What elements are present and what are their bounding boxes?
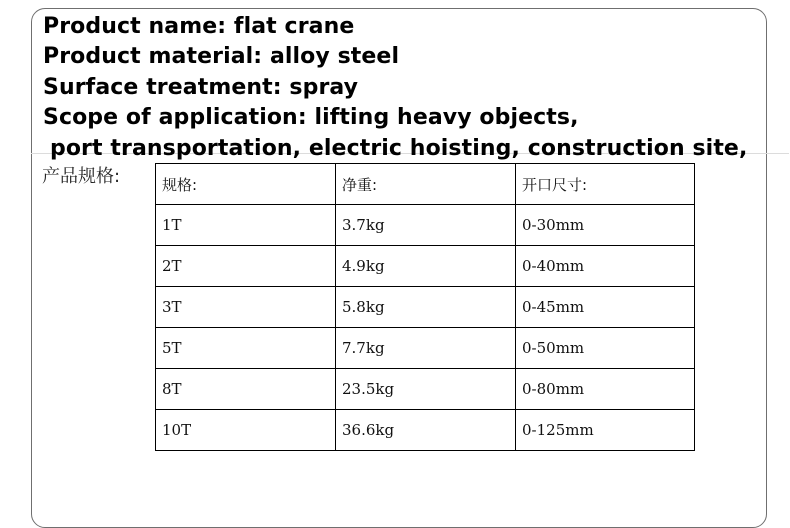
cell-model: 5T (156, 328, 336, 369)
cell-opening-size: 0-50mm (516, 328, 695, 369)
surface-treatment-line: Surface treatment: spray (43, 75, 359, 100)
header-cell-model: 规格: (156, 164, 336, 205)
cell-model: 2T (156, 246, 336, 287)
cell-net-weight: 23.5kg (336, 369, 516, 410)
cell-net-weight: 4.9kg (336, 246, 516, 287)
cell-net-weight: 36.6kg (336, 410, 516, 451)
cell-opening-size: 0-80mm (516, 369, 695, 410)
table-row (156, 369, 695, 410)
table-row (156, 246, 695, 287)
table-row (156, 410, 695, 451)
cell-model: 8T (156, 369, 336, 410)
cell-opening-size: 0-45mm (516, 287, 695, 328)
cell-opening-size: 0-40mm (516, 246, 695, 287)
cell-opening-size: 0-125mm (516, 410, 695, 451)
spec-label: 产品规格: (42, 166, 121, 187)
table-row (156, 328, 695, 369)
header-cell-net-weight: 净重: (336, 164, 516, 205)
cell-net-weight: 5.8kg (336, 287, 516, 328)
product-name-line: Product name: flat crane (43, 14, 355, 39)
spec-table-header-row (156, 164, 695, 205)
scope-of-application-continued-line: port transportation, electric hoisting, construction site, (50, 136, 748, 161)
cell-opening-size: 0-30mm (516, 205, 695, 246)
cell-model: 1T (156, 205, 336, 246)
table-row (156, 287, 695, 328)
scope-of-application-line: Scope of application: lifting heavy objects, (43, 105, 579, 130)
table-row (156, 205, 695, 246)
spec-table (155, 163, 695, 451)
cell-net-weight: 3.7kg (336, 205, 516, 246)
cell-net-weight: 7.7kg (336, 328, 516, 369)
cell-model: 10T (156, 410, 336, 451)
header-cell-opening-size: 开口尺寸: (516, 164, 695, 205)
product-material-line: Product material: alloy steel (43, 44, 400, 69)
cell-model: 3T (156, 287, 336, 328)
